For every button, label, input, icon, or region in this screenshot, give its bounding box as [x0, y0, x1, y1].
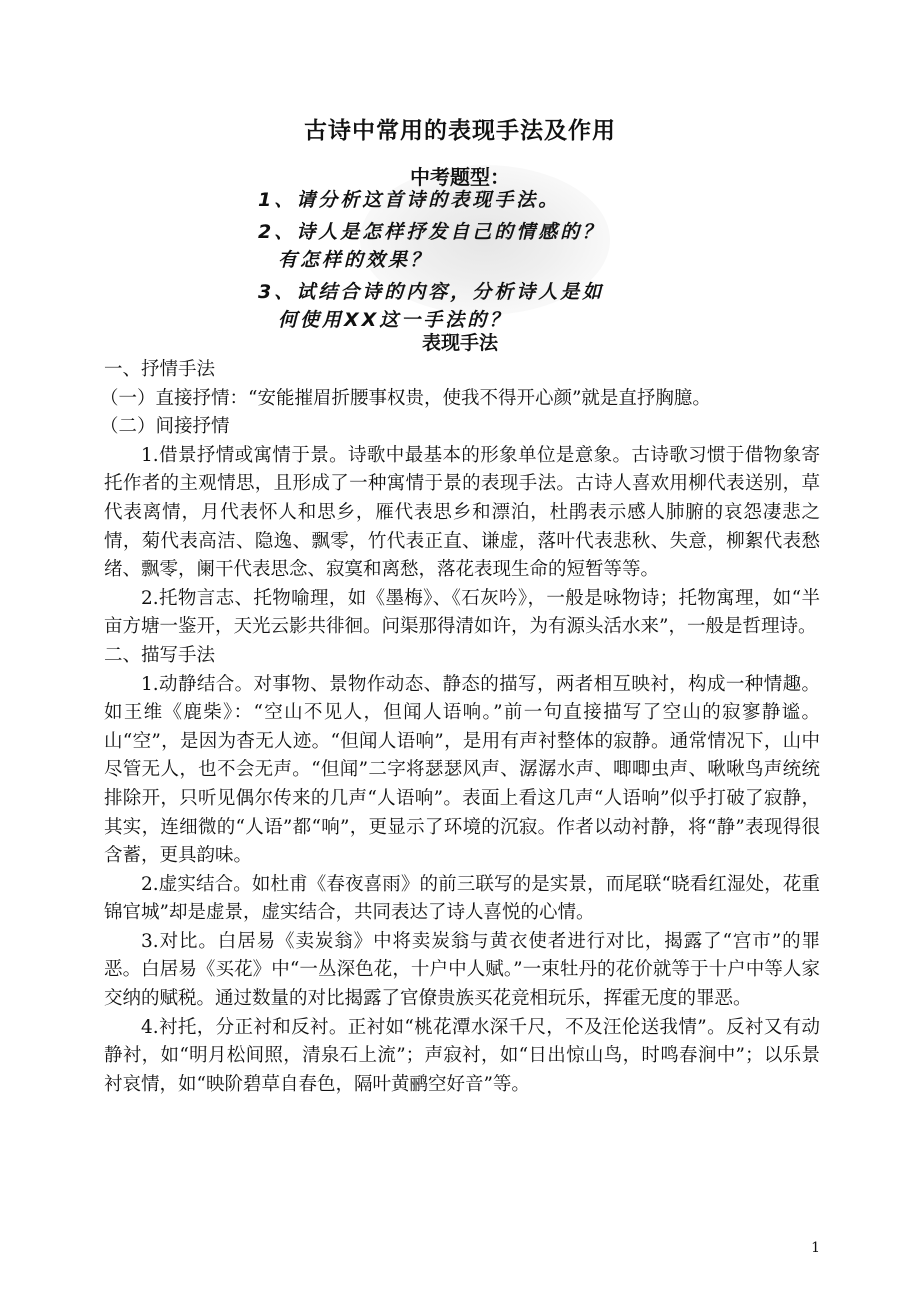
page-number: 1	[811, 1240, 820, 1256]
paragraph-motion-stillness: 1.动静结合。对事物、景物作动态、静态的描写，两者相互映衬，构成一种情趣。如王维《鹿柴》：“空山不见人，但闻人语响。”前一句直接描写了空山的寂寥静谧。山“空”，是因为杳无人迹。“但闻人语响”，是用有声衬整体的寂静。通常情况下，山中尽管无人，也不会无声。“但闻”二字将瑟瑟风声、潺潺水声、唧唧虫声、啾啾鸟声统统排除开，只听见偶尔传来的几声“人语响”。表面上看这几声“人语响”似乎打破了寂静，其实，连细微的“人语”都“响”，更显示了环境的沉寂。作者以动衬静，将“静”表现得很含蓄，更具韵味。	[104, 673, 820, 867]
heading-description-techniques: 二、描写手法	[104, 644, 216, 666]
paragraph-scene-emotion: 1.借景抒情或寓情于景。诗歌中最基本的形象单位是意象。古诗歌习惯于借物象寄托作者的主观情思，且形成了一种寓情于景的表现手法。古诗人喜欢用柳代表送别，草代表离情，月代表怀人和思乡，雁代表思乡和漂泊，杜鹃表示感人肺腑的哀怨凄悲之情，菊代表高洁、隐逸、飘零，竹代表正直、谦虚，落叶代表悲秋、失意，柳絮代表愁绪、飘零，阑干代表思念、寂寞和离愁，落花表现生命的短暂等等。	[104, 444, 820, 581]
section-title: 表现手法	[421, 332, 498, 354]
paragraph-object-aspiration: 2.托物言志、托物喻理，如《墨梅》、《石灰吟》，一般是咏物诗；托物寓理，如“半亩方塘一鉴开，天光云影共徘徊。问渠那得清如许，为有源头活水来”，一般是哲理诗。	[104, 587, 820, 638]
paragraph-virtual-real: 2.虚实结合。如杜甫《春夜喜雨》的前三联写的是实景，而尾联“晓看红湿处，花重锦官城”却是虚景，虚实结合，共同表达了诗人喜悦的心情。	[104, 873, 820, 924]
document-title: 古诗中常用的表现手法及作用	[304, 117, 616, 144]
heading-lyric-techniques: 一、抒情手法	[104, 359, 216, 380]
exam-question-3: 3、试结合诗的内容，分析诗人是如	[258, 281, 605, 303]
paragraph-direct-lyric: （一）直接抒情：“安能摧眉折腰事权贵，使我不得开心颜”就是直抒胸臆。	[100, 387, 711, 409]
paragraph-contrast: 3.对比。白居易《卖炭翁》中将卖炭翁与黄衣使者进行对比，揭露了“宫市”的罪恶。白居易《买花》中“一丛深色花，十户中人赋。”一束牡丹的花价就等于十户中等人家交纳的赋税。通过数量的对比揭露了官僚贵族买花竞相玩乐，挥霍无度的罪恶。	[104, 930, 820, 1010]
exam-question-2-continued: 有怎样的效果？	[278, 249, 433, 271]
paragraph-foil: 4.衬托，分正衬和反衬。正衬如“桃花潭水深千尺，不及汪伦送我情”。反衬又有动静衬，如“明月松间照，清泉石上流”；声寂衬，如“日出惊山鸟，时鸣春涧中”；以乐景衬哀情，如“映阶碧草自春色，隔叶黄鹂空好音”等。	[104, 1016, 820, 1095]
exam-question-3-continued: 何使用XX这一手法的？	[278, 309, 512, 331]
heading-indirect-lyric: （二）间接抒情	[100, 416, 230, 438]
exam-question-1: 1、请分析这首诗的表现手法。	[258, 189, 561, 211]
document-body	[100, 356, 820, 1099]
exam-heading: 中考题型：	[410, 165, 510, 189]
exam-question-2: 2、诗人是怎样抒发自己的情感的？	[258, 221, 605, 243]
exam-question-banner	[230, 155, 690, 331]
